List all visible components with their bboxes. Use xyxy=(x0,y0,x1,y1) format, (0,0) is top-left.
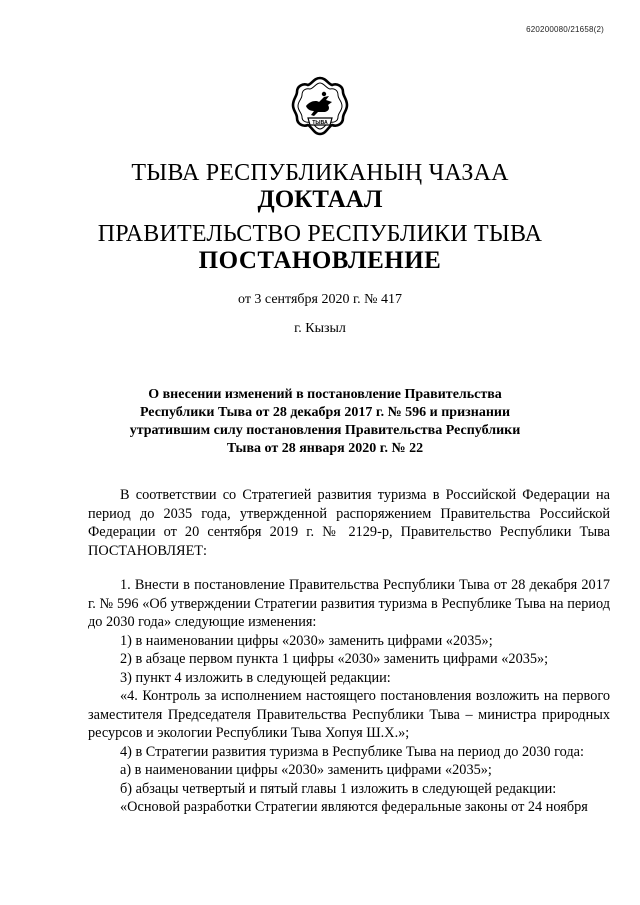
document-id: 620200080/21658(2) xyxy=(526,25,604,34)
paragraph-quote: «4. Контроль за исполнением настоящего постановления возложить на первого заместителя Председателя Правительства Республики Тыва – министра природных ресурсов и экологии Республики Тыва Хопуя Ш.Х.»; xyxy=(88,688,610,741)
document-city: г. Кызыл xyxy=(294,321,346,336)
subject-line: Республики Тыва от 28 декабря 2017 г. № 596 и признании xyxy=(139,405,511,420)
coat-of-arms-icon xyxy=(288,75,352,139)
subject-line: О внесении изменений в постановление Правительства xyxy=(148,387,502,402)
subject-line: утратившим силу постановления Правительства Республики xyxy=(129,423,521,438)
paragraph-subitem: 2) в абзаце первом пункта 1 цифры «2030» заменить цифрами «2035»; xyxy=(120,651,549,667)
paragraph-subitem: 4) в Стратегии развития туризма в Республике Тыва на период до 2030 года: xyxy=(120,743,584,760)
document-body xyxy=(88,486,610,817)
document-date-number: от 3 сентября 2020 г. № 417 xyxy=(238,292,402,307)
document-subject xyxy=(120,386,530,458)
emblem xyxy=(288,75,352,139)
paragraph-subitem: б) абзацы четвертый и пятый главы 1 изложить в следующей редакции: xyxy=(120,780,557,797)
paragraph-subitem: 1) в наименовании цифры «2030» заменить цифрами «2035»; xyxy=(120,632,493,649)
svg-text:ТЫВА: ТЫВА xyxy=(312,119,328,126)
paragraph-subitem: а) в наименовании цифры «2030» заменить цифрами «2035»; xyxy=(120,762,492,778)
header-postanovlenie: ПОСТАНОВЛЕНИЕ xyxy=(198,247,442,274)
header-tyva-government: ТЫВА РЕСПУБЛИКАНЫҢ ЧАЗАА xyxy=(131,160,509,186)
paragraph-quote: «Основой разработки Стратегии являются федеральные законы от 24 ноября xyxy=(120,799,588,815)
paragraph-preamble: В соответствии со Стратегией развития туризма в Российской Федерации на период до 2035 года, утвержденной распоряжением Правительства Российской Федерации от 20 сентября 2019 г. № 2129-р, Правительство Республики Тыва ПОСТАНОВЛЯЕТ: xyxy=(88,487,610,559)
subject-line: Тыва от 28 января 2020 г. № 22 xyxy=(226,441,424,456)
paragraph-item-1: 1. Внести в постановление Правительства Республики Тыва от 28 декабря 2017 г. № 596 «Об утверждении Стратегии развития туризма в Республике Тыва на период до 2030 года» следующие изменения: xyxy=(88,577,610,630)
header-government-title: ПРАВИТЕЛЬСТВО РЕСПУБЛИКИ ТЫВА xyxy=(97,221,543,247)
paragraph-subitem: 3) пункт 4 изложить в следующей редакции: xyxy=(120,669,391,686)
header-doktaal: ДОКТААЛ xyxy=(257,186,383,213)
